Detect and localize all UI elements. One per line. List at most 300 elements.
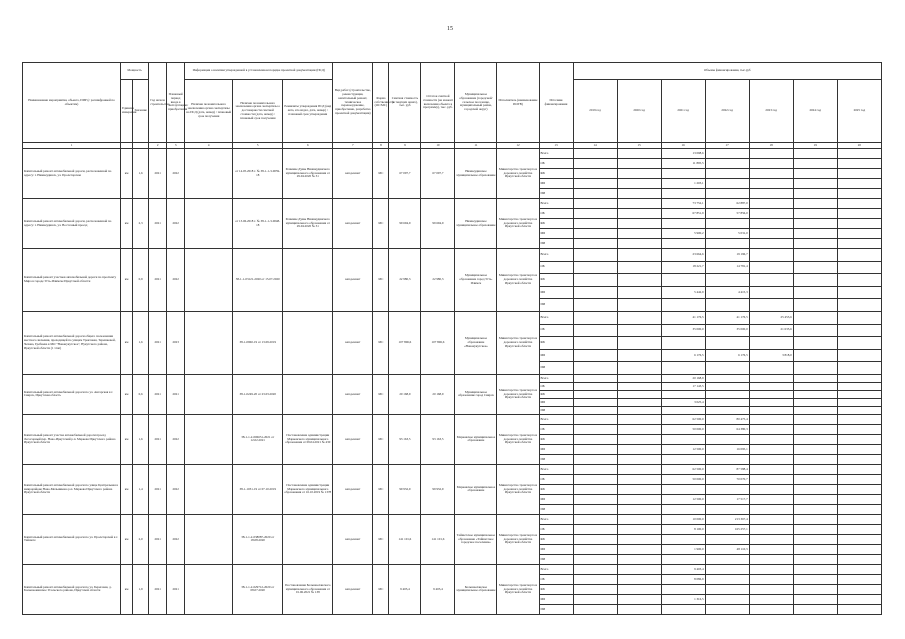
funding-source: ФБ <box>539 484 573 494</box>
funding-source: ФБ <box>539 169 573 179</box>
object-name: Капитальный ремонт автомобильной дороги по ул. Ангарская в г. Свирск, Иркутская область <box>23 374 121 414</box>
funding-value <box>793 474 837 484</box>
funding-value <box>617 534 661 544</box>
hdr-expertise: Наличие положительного заключения органа экспертизы на ПСД (дата, номер) / плановый срок получения <box>185 80 233 143</box>
column-number: 8 <box>373 143 389 149</box>
value-cell: 1,6 <box>133 149 149 199</box>
hdr-source: Источник финансирования <box>539 63 573 143</box>
funding-source: ОБ <box>539 474 573 484</box>
funding-value <box>617 398 661 406</box>
estimated-cost-cell: 22 980,3 <box>389 249 421 312</box>
funding-value <box>573 534 617 544</box>
funding-value <box>793 349 837 362</box>
ownership-cell: МС <box>373 514 389 564</box>
funding-value <box>705 398 749 406</box>
hdr-name: Наименование мероприятия, объекта, ПИР (с расшифровкой по объектам) <box>23 63 121 143</box>
funding-value <box>793 584 837 594</box>
year-end-cell: 2021 <box>167 374 185 414</box>
approval-cell: Постановление Большееланского муниципального образования от 01.06.2021 № 138 <box>283 564 333 614</box>
approval-cell: Постановление администрации Марковского муниципального образования от 09.04.2021 № 430 <box>283 414 333 464</box>
funding-value <box>661 169 705 179</box>
funding-value <box>793 564 837 574</box>
table-row <box>23 199 882 209</box>
funding-value <box>573 159 617 169</box>
object-name: Капитальный ремонт автомобильной дороги, расположенной по адресу: г. Нижнеудинск, ул. Восточный проезд <box>23 199 121 249</box>
unit-cell: км <box>121 414 133 464</box>
remaining-cost-cell: 67 097,7 <box>421 149 455 199</box>
funding-value <box>793 554 837 564</box>
funding-value <box>705 554 749 564</box>
funding-value <box>573 444 617 454</box>
funding-value <box>749 504 793 514</box>
funding-source: ФБ <box>539 434 573 444</box>
funding-value <box>573 390 617 398</box>
funding-value <box>749 169 793 179</box>
funding-value <box>617 169 661 179</box>
funding-value <box>837 544 881 554</box>
funding-value <box>573 524 617 534</box>
funding-value <box>573 554 617 564</box>
executor-cell: Министерство транспорта и дорожного хозяйства Иркутской области <box>497 514 539 564</box>
estimated-cost-cell: 107 806,6 <box>389 311 421 374</box>
estimated-cost-cell: 20 168,9 <box>389 374 421 414</box>
work-type-cell: кап.ремонт <box>333 414 373 464</box>
funding-value <box>793 382 837 390</box>
funding-source: ИИ <box>539 554 573 564</box>
funding-value <box>749 374 793 382</box>
funding-value <box>749 554 793 564</box>
funding-value <box>573 209 617 219</box>
approval-cell <box>283 249 333 312</box>
funding-value <box>749 249 793 262</box>
funding-value <box>749 564 793 574</box>
object-name: Капитальный ремонт автомобильной дороги по ул. Береговая, д. Большеокинское Усольского района, Иркутской области <box>23 564 121 614</box>
funding-value <box>837 337 881 350</box>
expertise-cell <box>185 374 233 414</box>
funding-value <box>837 374 881 382</box>
value-cell: 2,3 <box>133 199 149 249</box>
value-cell: 1,6 <box>133 414 149 464</box>
funding-source: ФБ <box>539 337 573 350</box>
year-start-cell: 2021 <box>149 414 167 464</box>
funding-value: 17 143,5 <box>661 382 705 390</box>
funding-value <box>749 209 793 219</box>
funding-value <box>661 406 705 414</box>
ownership-cell: МС <box>373 374 389 414</box>
funding-value <box>837 390 881 398</box>
funding-value: 4 415,3 <box>705 286 749 299</box>
funding-value <box>617 554 661 564</box>
work-type-cell: кап.ремонт <box>333 249 373 312</box>
funding-value <box>617 494 661 504</box>
funding-value <box>617 382 661 390</box>
ownership-cell: МС <box>373 199 389 249</box>
funding-value <box>837 209 881 219</box>
year-start-cell: 2021 <box>149 464 167 514</box>
value-cell: 0,6 <box>133 374 149 414</box>
estimated-cost-cell: 99 932,9 <box>389 464 421 514</box>
funding-value: 16 095,1 <box>705 444 749 454</box>
funding-value <box>617 594 661 604</box>
reliability-cell: от 13.06.2018 г. № 38-1-1-3-0048-18 <box>233 199 283 249</box>
funding-value <box>837 349 881 362</box>
funding-value <box>749 337 793 350</box>
funding-value <box>793 604 837 614</box>
funding-source: МБ <box>539 179 573 189</box>
funding-source: Всего <box>539 464 573 474</box>
funding-value <box>749 534 793 544</box>
funding-value: 50 000,0 <box>661 474 705 484</box>
hdr-year: 2025 год <box>837 80 881 143</box>
column-number: 12 <box>497 143 539 149</box>
funding-value <box>573 374 617 382</box>
funding-value <box>837 434 881 444</box>
funding-value <box>661 189 705 199</box>
funding-value <box>837 382 881 390</box>
funding-value <box>617 584 661 594</box>
hdr-ownership: Форма собственности (ОС/МС) <box>373 63 389 143</box>
value-cell: 0,9 <box>133 249 149 312</box>
column-number: 20 <box>837 143 881 149</box>
funding-value <box>837 274 881 287</box>
funding-value: 8 086,9 <box>661 574 705 584</box>
funding-value <box>793 229 837 239</box>
unit-cell: км <box>121 564 133 614</box>
funding-value <box>661 504 705 514</box>
approval-cell: Постановление администрации Марковского муниципального образования от 16.10.2019 № 1378 <box>283 464 333 514</box>
funding-source: МБ <box>539 594 573 604</box>
funding-value <box>837 199 881 209</box>
funding-value <box>793 434 837 444</box>
funding-value <box>793 444 837 454</box>
approval-cell <box>283 374 333 414</box>
expertise-cell <box>185 149 233 199</box>
funding-value <box>617 434 661 444</box>
funding-value: 70 070,7 <box>705 474 749 484</box>
funding-value <box>573 414 617 424</box>
funding-value <box>705 179 749 189</box>
column-number: 9 <box>389 143 421 149</box>
funding-value <box>837 362 881 375</box>
remaining-cost-cell: 22 980,3 <box>421 249 455 312</box>
funding-value <box>793 261 837 274</box>
funding-value <box>573 474 617 484</box>
funding-source: ОБ <box>539 159 573 169</box>
funding-value: 14 781,4 <box>705 261 749 274</box>
funding-value <box>617 424 661 434</box>
funding-value <box>573 299 617 312</box>
object-name: Капитальный ремонт автомобильной дороги по ул. Пролетарской в г. Тайшете <box>23 514 121 564</box>
work-type-cell: кап.ремонт <box>333 199 373 249</box>
funding-value <box>793 574 837 584</box>
funding-value <box>837 179 881 189</box>
funding-source: Всего <box>539 564 573 574</box>
value-cell: 2,0 <box>133 514 149 564</box>
funding-source: ОБ <box>539 209 573 219</box>
funding-value <box>837 149 881 159</box>
funding-value <box>793 398 837 406</box>
municipality-cell: Муниципальное образование город Свирск <box>455 374 497 414</box>
funding-value <box>705 584 749 594</box>
funding-source: МБ <box>539 398 573 406</box>
reliability-cell: 38-1-1-03121-2020 от 15.07.2020 <box>233 249 283 312</box>
funding-value <box>617 524 661 534</box>
funding-value <box>573 494 617 504</box>
table-row <box>23 311 882 324</box>
funding-value <box>837 594 881 604</box>
funding-value: 18 221,7 <box>661 261 705 274</box>
funding-value: 1 900,0 <box>661 544 705 554</box>
executor-cell: Министерство транспорта и дорожного хозяйства Иркутской области <box>497 564 539 614</box>
funding-value: 62 887,0 <box>705 199 749 209</box>
funding-value <box>617 261 661 274</box>
funding-value <box>749 299 793 312</box>
work-type-cell: кап.ремонт <box>333 464 373 514</box>
funding-value <box>749 179 793 189</box>
hdr-year: 2023 год <box>749 80 793 143</box>
funding-value: 5 442,9 <box>661 286 705 299</box>
funding-value <box>617 286 661 299</box>
remaining-cost-cell: 99 694,9 <box>421 199 455 249</box>
funding-value <box>617 219 661 229</box>
funding-value <box>617 390 661 398</box>
funding-value <box>793 169 837 179</box>
funding-value <box>705 169 749 179</box>
approval-cell: Решение Думы Нижнеудинского муниципального образования от 29.04.2020 № 31 <box>283 149 333 199</box>
funding-source: ИИ <box>539 239 573 249</box>
ownership-cell: МС <box>373 414 389 464</box>
funding-value <box>793 199 837 209</box>
object-name: Капитальный ремонт автомобильной дороги по улице Центральная в микрорайоне Ново-Мельниково р.п. Маркова Иркутского района Иркутской области <box>23 464 121 514</box>
ownership-cell: МС <box>373 564 389 614</box>
reliability-cell: от 14.05.2018 г. № 38-1-1-3-0059-18 <box>233 149 283 199</box>
funding-value <box>793 239 837 249</box>
funding-value <box>573 362 617 375</box>
column-number: 17 <box>705 143 749 149</box>
funding-value <box>749 604 793 614</box>
funding-value <box>617 274 661 287</box>
funding-value <box>793 274 837 287</box>
funding-value <box>705 299 749 312</box>
column-number: 4 <box>185 143 233 149</box>
funding-source: Всего <box>539 149 573 159</box>
funding-value <box>617 311 661 324</box>
funding-value <box>617 249 661 262</box>
funding-source: МБ <box>539 544 573 554</box>
object-name: Капитальный ремонт автомобильной дороги общего пользования местного значения, проходящей по улицам Трактовая, Терешковой, Чехова, Гребнева в МО "Новонукутское", Нукутского района, Иркутской области (1 этап) <box>23 311 121 374</box>
funding-value <box>837 474 881 484</box>
funding-value: 5 900,2 <box>661 229 705 239</box>
funding-value <box>573 574 617 584</box>
object-name: Капитальный ремонт участков автомобильной дороги по проспекту Мира в городе Усть-Илимске Иркутской области <box>23 249 121 312</box>
funding-value <box>837 604 881 614</box>
year-end-cell: 2022 <box>167 199 185 249</box>
funding-source: ФБ <box>539 534 573 544</box>
funding-value <box>749 464 793 474</box>
table-row <box>23 514 882 524</box>
funding-value <box>793 424 837 434</box>
funding-value <box>705 219 749 229</box>
funding-value <box>837 444 881 454</box>
funding-value <box>749 414 793 424</box>
hdr-year: 2022 год <box>705 80 749 143</box>
funding-value <box>573 286 617 299</box>
funding-value <box>749 544 793 554</box>
estimated-cost-cell: 9 403,4 <box>389 564 421 614</box>
expertise-cell <box>185 311 233 374</box>
funding-value <box>617 564 661 574</box>
funding-value <box>837 169 881 179</box>
approval-cell <box>283 514 333 564</box>
funding-value: 62 500,0 <box>661 464 705 474</box>
year-end-cell: 2022 <box>167 414 185 464</box>
expertise-cell <box>185 564 233 614</box>
table-row <box>23 149 882 159</box>
funding-value <box>661 337 705 350</box>
funding-value <box>837 504 881 514</box>
reliability-cell: 38-1-1-2-006651-2021 от 12.02.2021 <box>233 414 283 464</box>
funding-value <box>793 494 837 504</box>
funding-value <box>661 584 705 594</box>
funding-value: 35 000,0 <box>705 324 749 337</box>
funding-value <box>617 199 661 209</box>
hdr-capacity: Мощность <box>121 63 149 80</box>
executor-cell: Министерство транспорта и дорожного хозяйства Иркутской области <box>497 414 539 464</box>
funding-value <box>617 484 661 494</box>
work-type-cell: кап.ремонт <box>333 149 373 199</box>
funding-value <box>705 239 749 249</box>
funding-value <box>793 337 837 350</box>
funding-value <box>705 604 749 614</box>
hdr-year: 2020 год <box>617 80 661 143</box>
funding-value: 62 500,0 <box>661 414 705 424</box>
funding-value <box>837 454 881 464</box>
funding-value <box>617 454 661 464</box>
funding-value <box>749 444 793 454</box>
hdr-year: 2021 год <box>661 80 705 143</box>
funding-value <box>793 311 837 324</box>
year-start-cell: 2021 <box>149 514 167 564</box>
funding-source: МБ <box>539 349 573 362</box>
reliability-cell: 38-1-1031-19 от 07.10.2019 <box>233 464 283 514</box>
object-name: Капитальный ремонт участка автомобильной дороги проезд Лесогорный пер. Ново-Иркутский р.п. Маркова Иркутского района Иркутской области <box>23 414 121 464</box>
funding-source: ФБ <box>539 390 573 398</box>
funding-value <box>837 494 881 504</box>
hdr-remaining-cost: Остаток сметной стоимости (на момент включения объекта в программу), тыс. руб. <box>421 63 455 143</box>
funding-source: ИИ <box>539 299 573 312</box>
municipality-cell: Нижнеудинское муниципальное образование <box>455 149 497 199</box>
funding-value <box>749 286 793 299</box>
funding-value: 5 031,0 <box>705 229 749 239</box>
unit-cell: км <box>121 249 133 312</box>
hdr-year-start: Год начала строительства <box>149 63 167 143</box>
funding-value <box>573 261 617 274</box>
municipality-cell: Муниципальное образование «Новонукутское» <box>455 311 497 374</box>
funding-value <box>749 584 793 594</box>
funding-value <box>793 149 837 159</box>
funding-value <box>573 382 617 390</box>
executor-cell: Министерство транспорта и дорожного хозяйства Иркутской области <box>497 149 539 199</box>
funding-value <box>661 239 705 249</box>
funding-source: ОБ <box>539 261 573 274</box>
funding-value <box>661 434 705 444</box>
funding-value <box>573 311 617 324</box>
funding-value: 3 025,4 <box>661 398 705 406</box>
funding-value <box>617 189 661 199</box>
column-number: 5 <box>233 143 283 149</box>
funding-value <box>617 464 661 474</box>
funding-source: Всего <box>539 374 573 382</box>
municipality-cell: Марковское муниципальное образование <box>455 414 497 464</box>
funding-value <box>617 604 661 614</box>
funding-value: 6 176,5 <box>705 349 749 362</box>
remaining-cost-cell: 107 806,6 <box>421 311 455 374</box>
funding-value <box>749 382 793 390</box>
funding-value: 41 176,5 <box>661 311 705 324</box>
funding-value <box>573 604 617 614</box>
funding-value <box>617 406 661 414</box>
funding-source: Всего <box>539 249 573 262</box>
funding-value <box>837 484 881 494</box>
work-type-cell: кап.ремонт <box>333 514 373 564</box>
funding-value: 50 000,0 <box>661 424 705 434</box>
funding-value <box>617 474 661 484</box>
funding-value <box>573 584 617 594</box>
funding-value <box>661 219 705 229</box>
hdr-year: 2024 год <box>793 80 837 143</box>
value-cell: 1,9 <box>133 564 149 614</box>
funding-value: 19 196,7 <box>705 249 749 262</box>
ownership-cell: МС <box>373 249 389 312</box>
ownership-cell: МС <box>373 464 389 514</box>
funding-value <box>837 219 881 229</box>
column-number: 3 <box>167 143 185 149</box>
funding-value <box>837 584 881 594</box>
funding-value <box>837 311 881 324</box>
funding-value <box>705 406 749 414</box>
year-start-cell: 2021 <box>149 564 167 614</box>
funding-source: Всего <box>539 311 573 324</box>
expertise-cell <box>185 514 233 564</box>
column-number: 6 <box>283 143 333 149</box>
funding-value <box>661 299 705 312</box>
funding-value <box>793 414 837 424</box>
funding-value <box>573 464 617 474</box>
funding-value <box>793 594 837 604</box>
funding-value <box>749 199 793 209</box>
funding-value <box>749 434 793 444</box>
estimated-cost-cell: 141 101,6 <box>389 514 421 564</box>
object-name: Капитальный ремонт автомобильной дороги, расположенной по адресу: г. Нижнеудинск, ул. Пролетарская <box>23 149 121 199</box>
funding-value <box>749 229 793 239</box>
unit-cell: км <box>121 149 133 199</box>
funding-value <box>749 474 793 484</box>
funding-source: Всего <box>539 514 573 524</box>
funding-value <box>705 534 749 544</box>
remaining-cost-cell: 9 403,4 <box>421 564 455 614</box>
funding-value <box>705 564 749 574</box>
hdr-municipality: Муниципальное образование (городской/сельское поселение, муниципальный район, городской округ) <box>455 63 497 143</box>
funding-value <box>793 406 837 414</box>
funding-value: 80 475,4 <box>705 414 749 424</box>
year-end-cell: 2021 <box>167 564 185 614</box>
funding-value <box>617 504 661 514</box>
column-number: 15 <box>617 143 661 149</box>
funding-value: 8 100,0 <box>661 524 705 534</box>
hdr-unit: Единица измерения <box>121 80 133 143</box>
funding-value <box>837 406 881 414</box>
funding-value <box>749 454 793 464</box>
